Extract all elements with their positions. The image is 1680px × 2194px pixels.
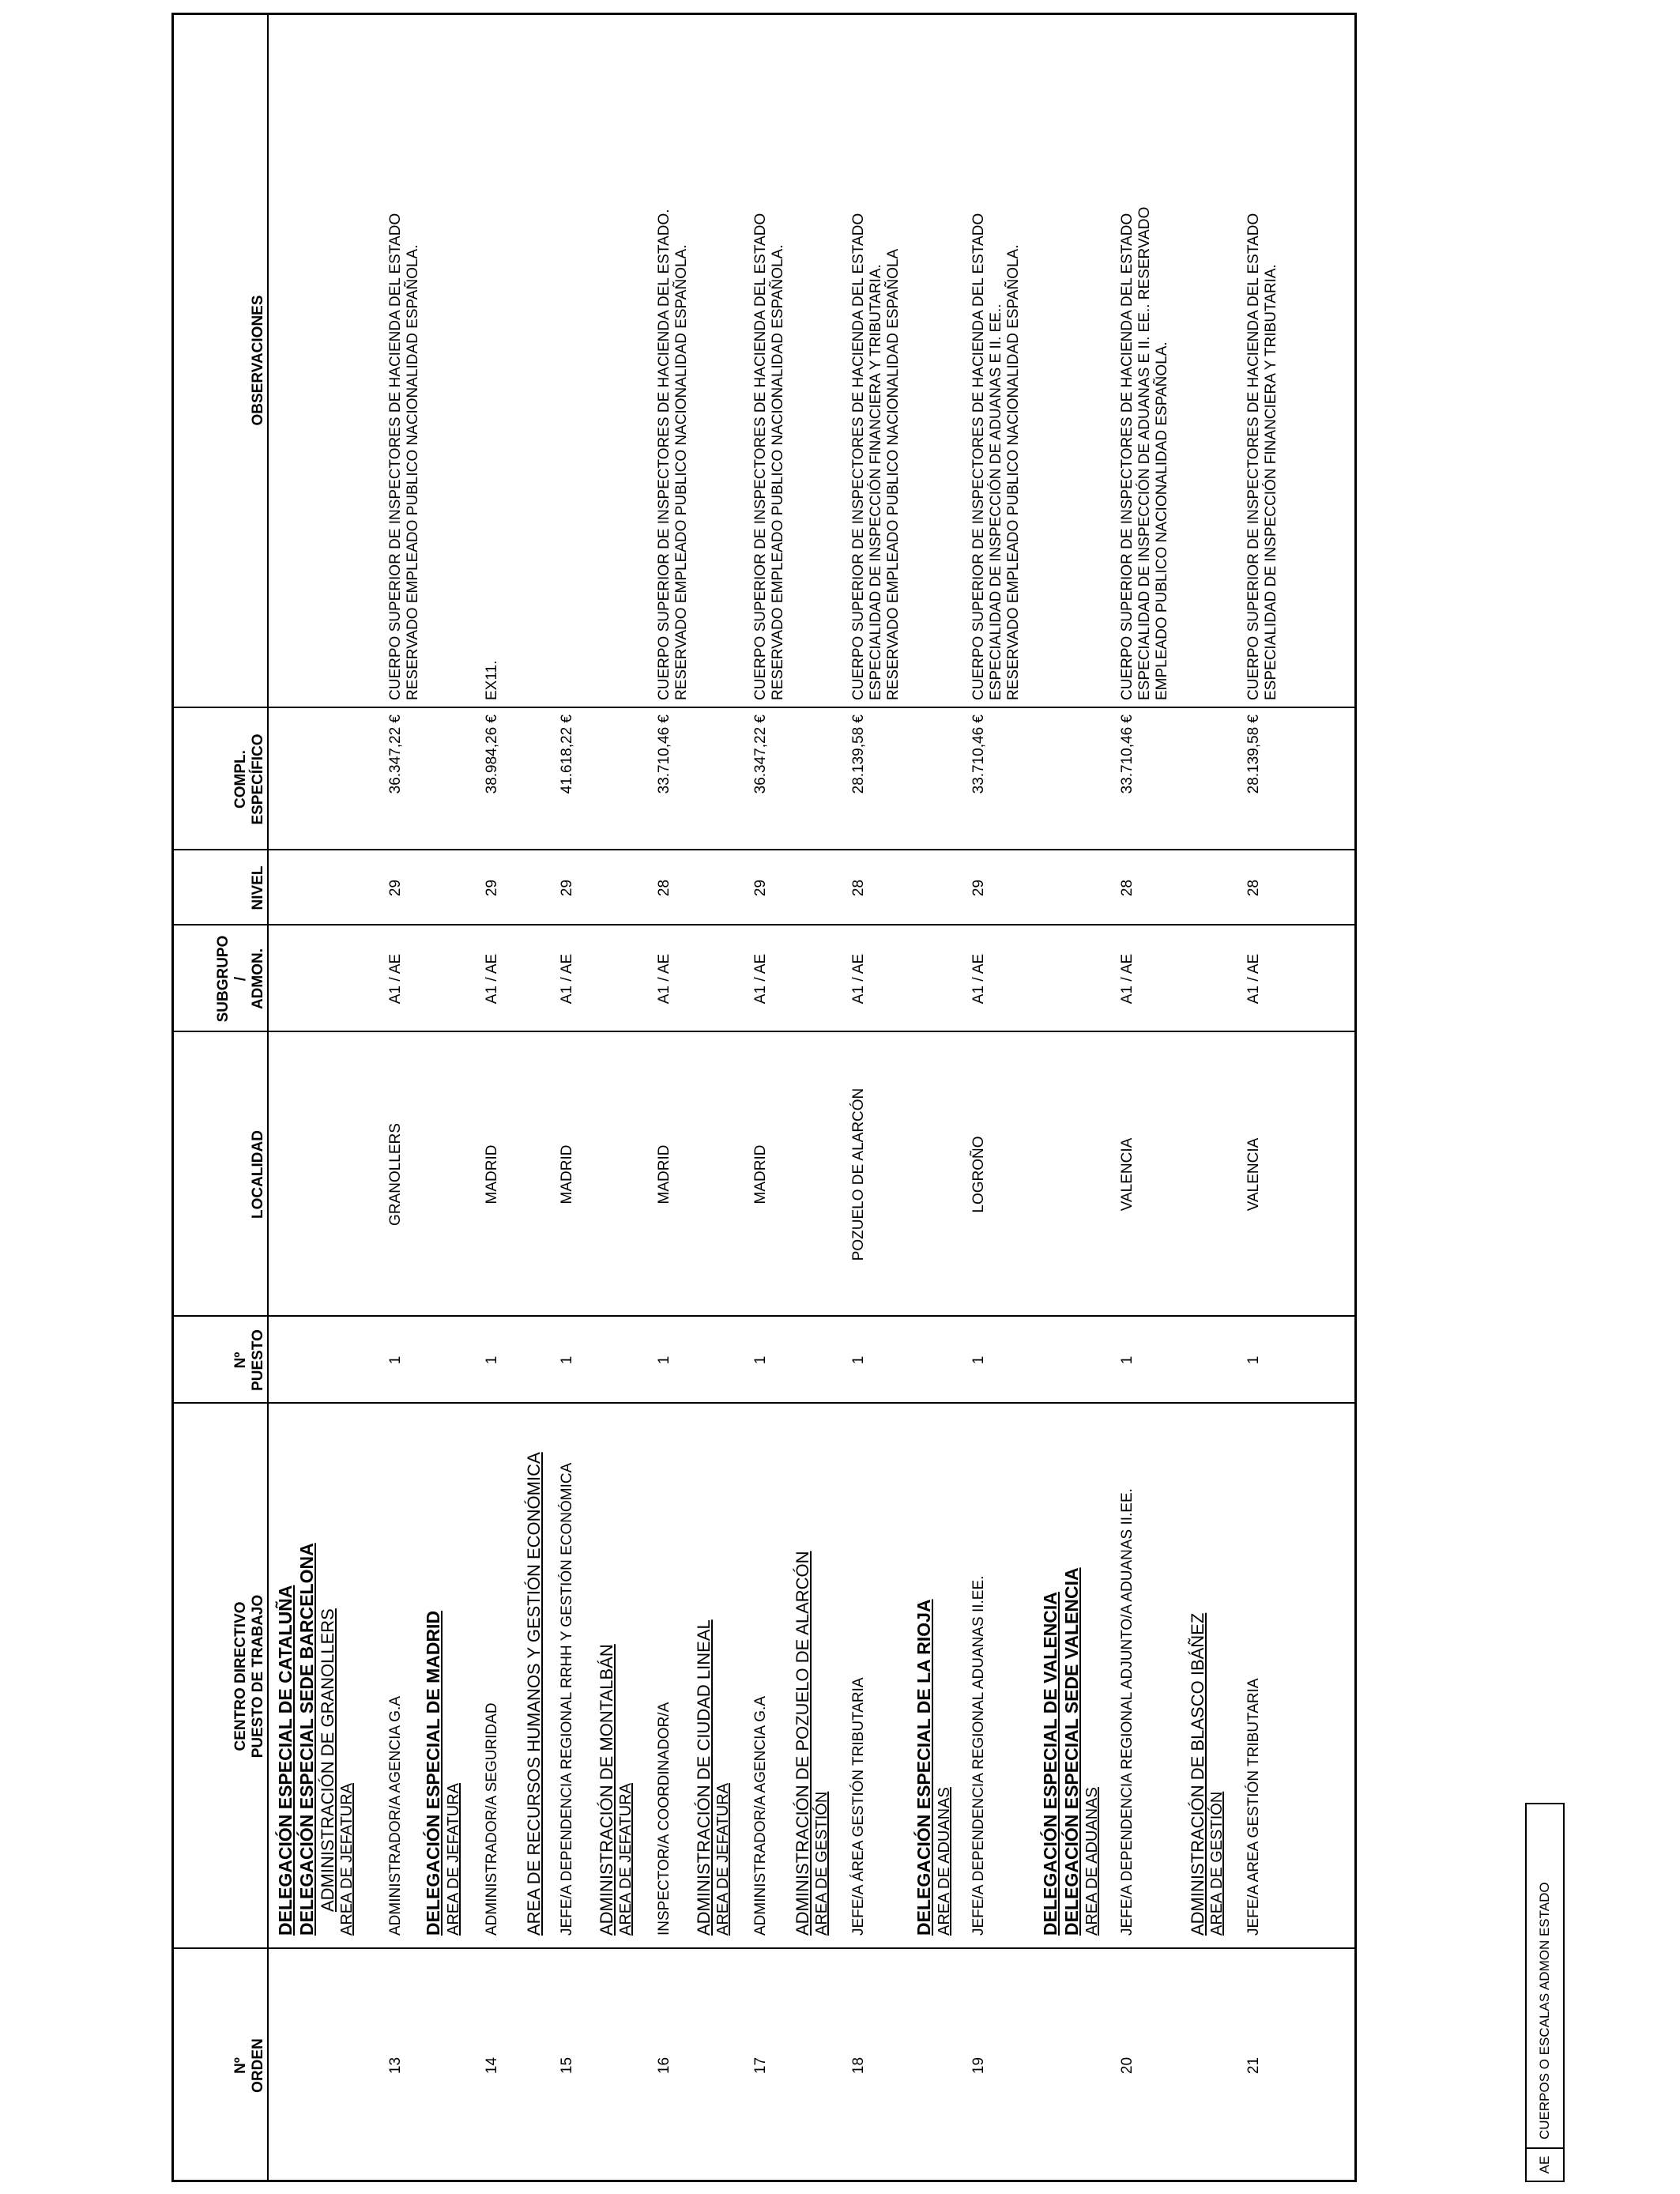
cell-nivel: 29 xyxy=(752,879,769,897)
cell-puesto: ADMINISTRADOR/A AGENCIA G.A xyxy=(752,1695,769,1936)
cell-nivel: 29 xyxy=(559,879,575,897)
cell-localidad: GRANOLLERS xyxy=(387,1123,404,1226)
cell-subgrupo: A1 / AE xyxy=(1245,953,1262,1005)
cell-nivel: 29 xyxy=(387,879,404,897)
cell-observaciones: CUERPO SUPERIOR DE INSPECTORES DE HACIENDA DEL ESTADO ESPECIALIDAD DE INSPECCIÓN FINANCIERA Y TRIBUTARIA. RESERVADO EMPLEADO PUBLICO NACIONALIDAD ESPAÑOLA xyxy=(850,213,902,700)
cell-num-puesto: 1 xyxy=(484,1355,500,1365)
section-heading: DELEGACIÓN ESPECIAL DE VALENCIA xyxy=(1040,1592,1060,1936)
cell-puesto: JEFE/A DEPENDENCIA REGIONAL ADJUNTO/A ADUANAS II.EE. xyxy=(1119,1488,1136,1936)
header-divider xyxy=(267,13,269,2182)
cell-observaciones: CUERPO SUPERIOR DE INSPECTORES DE HACIENDA DEL ESTADO RESERVADO EMPLEADO PUBLICO NACIONALIDAD ESPAÑOLA. xyxy=(387,213,421,700)
header-localidad: LOCALIDAD xyxy=(250,1130,266,1219)
cell-complemento: 38.984,26 € xyxy=(484,714,500,794)
section-heading: ADMINISTRACIÓN DE GRANOLLERS xyxy=(318,1608,337,1912)
cell-orden: 20 xyxy=(1119,2056,1136,2075)
section-heading: ADMINISTRACIÓN DE POZUELO DE ALARCÓN xyxy=(793,1551,812,1936)
cell-nivel: 28 xyxy=(656,879,672,897)
cell-num-puesto: 1 xyxy=(559,1355,575,1365)
cell-num-puesto: 1 xyxy=(1119,1355,1136,1365)
header-subgrupo: SUBGRUPO / ADMON. xyxy=(215,935,266,1023)
cell-puesto: INSPECTOR/A COORDINADOR/A xyxy=(656,1702,672,1936)
cell-puesto: ADMINISTRADOR/A SEGURIDAD xyxy=(484,1702,500,1936)
cell-subgrupo: A1 / AE xyxy=(656,953,672,1005)
cell-observaciones: CUERPO SUPERIOR DE INSPECTORES DE HACIENDA DEL ESTADO RESERVADO EMPLEADO PUBLICO NACIONALIDAD ESPAÑOLA. xyxy=(752,213,786,700)
cell-localidad: MADRID xyxy=(484,1144,500,1204)
cell-localidad: VALENCIA xyxy=(1119,1137,1136,1212)
section-heading: AREA DE JEFATURA xyxy=(714,1782,732,1936)
cell-orden: 19 xyxy=(970,2056,987,2075)
section-heading: AREA DE JEFATURA xyxy=(338,1782,356,1936)
cell-num-puesto: 1 xyxy=(1245,1355,1262,1365)
section-heading: AREA DE GESTIÓN xyxy=(813,1791,831,1936)
cell-num-puesto: 1 xyxy=(970,1355,987,1365)
cell-puesto: ADMINISTRADOR/A AGENCIA G.A xyxy=(387,1695,404,1936)
cell-complemento: 28.139,58 € xyxy=(850,714,867,794)
legend-abbreviation: AE xyxy=(1527,2147,1563,2181)
cell-orden: 16 xyxy=(656,2056,672,2075)
section-heading: AREA DE ADUANAS xyxy=(936,1787,953,1936)
cell-localidad: LOGROÑO xyxy=(970,1136,987,1213)
cell-nivel: 28 xyxy=(1119,879,1136,897)
cell-orden: 14 xyxy=(484,2056,500,2075)
header-complemento: COMPL. ESPECÍFICO xyxy=(232,733,266,825)
cell-num-puesto: 1 xyxy=(656,1355,672,1365)
cell-complemento: 36.347,22 € xyxy=(387,714,404,794)
cell-puesto: JEFE/A ÁREA GESTIÓN TRIBUTARIA xyxy=(850,1677,867,1936)
header-centro: CENTRO DIRECTIVO PUESTO DE TRABAJO xyxy=(232,1594,266,1759)
section-heading: AREA DE ADUANAS xyxy=(1083,1787,1101,1936)
cell-observaciones: CUERPO SUPERIOR DE INSPECTORES DE HACIENDA DEL ESTADO. RESERVADO EMPLEADO PUBLICO NACIONALIDAD ESPAÑOLA. xyxy=(656,209,690,700)
section-heading: DELEGACIÓN ESPECIAL DE MADRID xyxy=(423,1610,443,1936)
cell-localidad: MADRID xyxy=(752,1144,769,1204)
cell-orden: 21 xyxy=(1245,2056,1262,2075)
section-heading: DELEGACIÓN ESPECIAL SEDE BARCELONA xyxy=(296,1543,317,1936)
section-heading: DELEGACIÓN ESPECIAL DE CATALUÑA xyxy=(275,1585,296,1936)
cell-subgrupo: A1 / AE xyxy=(752,953,769,1005)
cell-puesto: JEFE/A AREA GESTIÓN TRIBUTARIA xyxy=(1245,1678,1262,1936)
section-heading: ADMINISTRACIÓN DE MONTALBÁN xyxy=(597,1644,616,1936)
cell-nivel: 29 xyxy=(970,879,987,897)
cell-nivel: 28 xyxy=(850,879,867,897)
column-divider xyxy=(171,707,1357,708)
legend-box xyxy=(1525,1803,1565,2182)
cell-num-puesto: 1 xyxy=(387,1355,404,1365)
legend-description: CUERPOS O ESCALAS ADMON ESTADO xyxy=(1537,1882,1552,2139)
cell-localidad: POZUELO DE ALARCÓN xyxy=(850,1088,867,1261)
cell-complemento: 41.618,22 € xyxy=(559,714,575,794)
cell-complemento: 28.139,58 € xyxy=(1245,714,1262,794)
section-heading: AREA DE GESTIÓN xyxy=(1208,1791,1226,1936)
cell-observaciones: EX11. xyxy=(484,660,500,700)
section-heading: ADMINISTRACIÓN DE BLASCO IBÁÑEZ xyxy=(1188,1612,1207,1936)
header-nivel: NIVEL xyxy=(250,865,266,910)
section-heading: DELEGACIÓN ESPECIAL DE LA RIOJA xyxy=(913,1599,934,1936)
cell-complemento: 33.710,46 € xyxy=(1119,714,1136,794)
header-puestos: Nº PUESTO xyxy=(232,1329,266,1391)
section-heading: AREA DE JEFATURA xyxy=(617,1782,635,1936)
header-orden: Nº ORDEN xyxy=(232,2038,266,2093)
cell-orden: 17 xyxy=(752,2056,769,2075)
cell-observaciones: CUERPO SUPERIOR DE INSPECTORES DE HACIENDA DEL ESTADO ESPECIALIDAD DE INSPECCIÓN DE ADUANAS E II. EE.. RESERVADO EMPLEADO PUBLICO NACIONALIDAD ESPAÑOLA. xyxy=(970,213,1022,700)
cell-nivel: 28 xyxy=(1245,879,1262,897)
cell-nivel: 29 xyxy=(484,879,500,897)
section-heading: AREA DE JEFATURA xyxy=(445,1782,462,1936)
cell-orden: 13 xyxy=(387,2056,404,2075)
cell-observaciones: CUERPO SUPERIOR DE INSPECTORES DE HACIENDA DEL ESTADO ESPECIALIDAD DE INSPECCIÓN FINANCIERA Y TRIBUTARIA. xyxy=(1245,213,1279,700)
section-heading: DELEGACIÓN ESPECIAL SEDE VALENCIA xyxy=(1061,1567,1082,1936)
cell-complemento: 36.347,22 € xyxy=(752,714,769,794)
cell-localidad: MADRID xyxy=(559,1144,575,1204)
header-observaciones: OBSERVACIONES xyxy=(250,295,266,426)
cell-localidad: MADRID xyxy=(656,1144,672,1204)
cell-subgrupo: A1 / AE xyxy=(484,953,500,1005)
cell-subgrupo: A1 / AE xyxy=(559,953,575,1005)
cell-subgrupo: A1 / AE xyxy=(1119,953,1136,1005)
cell-localidad: VALENCIA xyxy=(1245,1137,1262,1212)
cell-puesto: JEFE/A DEPENDENCIA REGIONAL RRHH Y GESTIÓN ECONÓMICA xyxy=(559,1462,575,1936)
cell-complemento: 33.710,46 € xyxy=(970,714,987,794)
cell-num-puesto: 1 xyxy=(850,1355,867,1365)
cell-puesto: JEFE/A DEPENDENCIA REGIONAL ADUANAS II.EE. xyxy=(970,1575,987,1936)
section-heading: AREA DE RECURSOS HUMANOS Y GESTIÓN ECONÓMICA xyxy=(524,1452,544,1936)
cell-num-puesto: 1 xyxy=(752,1355,769,1365)
section-heading: ADMINISTRACIÓN DE CIUDAD LINEAL xyxy=(694,1619,714,1936)
cell-observaciones: CUERPO SUPERIOR DE INSPECTORES DE HACIENDA DEL ESTADO ESPECIALIDAD DE INSPECCIÓN DE ADUANAS E II. EE.. RESERVADO EMPLEADO PUBLICO NACIONALIDAD ESPAÑOLA. xyxy=(1119,206,1170,700)
cell-orden: 18 xyxy=(850,2056,867,2075)
cell-complemento: 33.710,46 € xyxy=(656,714,672,794)
cell-subgrupo: A1 / AE xyxy=(970,953,987,1005)
cell-subgrupo: A1 / AE xyxy=(387,953,404,1005)
cell-subgrupo: A1 / AE xyxy=(850,953,867,1005)
cell-orden: 15 xyxy=(559,2056,575,2075)
